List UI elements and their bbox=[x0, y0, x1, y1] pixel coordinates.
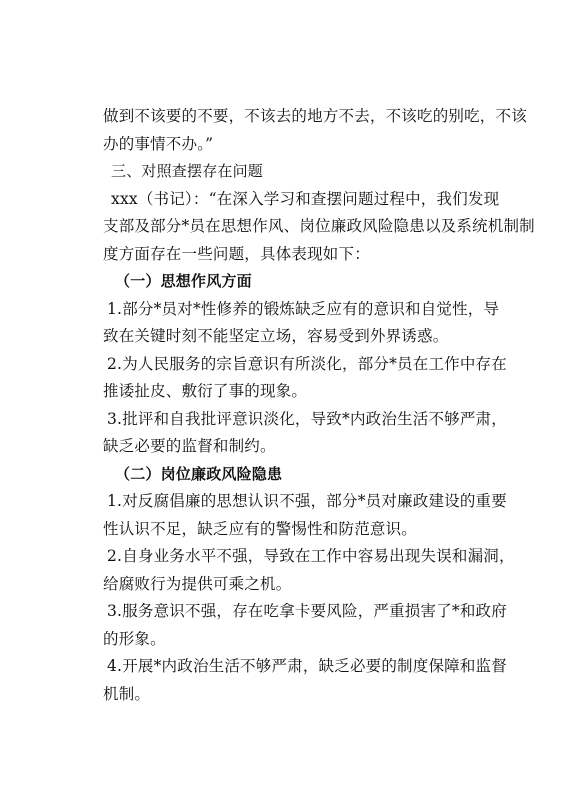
body-line: 2.为人民服务的宗旨意识有所淡化，部分*员在工作中存在 bbox=[107, 354, 507, 373]
subsection-heading: （一）思想作风方面 bbox=[115, 272, 252, 290]
body-line: 推诿扯皮、敷衍了事的现象。 bbox=[103, 382, 308, 400]
body-line: 的形象。 bbox=[103, 629, 166, 648]
section-heading: 三、对照查摆存在问题 bbox=[111, 162, 264, 180]
body-line: 3.服务意识不强，存在吃拿卡要风险，严重损害了*和政府 bbox=[107, 602, 507, 620]
body-line: 1.部分*员对*性修养的锻炼缺乏应有的意识和自觉性，导 bbox=[107, 299, 500, 318]
body-line: 机制。 bbox=[103, 684, 151, 703]
document-body bbox=[103, 103, 535, 708]
body-line: 缺乏必要的监督和制约。 bbox=[103, 437, 276, 455]
body-line: 3.批评和自我批评意识淡化，导致*内政治生活不够严肃， bbox=[107, 409, 507, 428]
body-line: 做到不该要的不要，不该去的地方不去，不该吃的别吃，不该 bbox=[103, 107, 527, 125]
body-line: 办的事情不办。” bbox=[103, 134, 214, 153]
body-line: 度方面存在一些问题，具体表现如下： bbox=[103, 244, 370, 263]
body-line: xxx（书记）：“在深入学习和查摆问题过程中，我们发现 bbox=[111, 189, 500, 208]
body-line: 支部及部分*员在思想作风、岗位廉政风险隐患以及系统机制制 bbox=[103, 217, 535, 235]
body-line: 2.自身业务水平不强，导致在工作中容易出现失误和漏洞， bbox=[107, 547, 515, 565]
body-line: 给腐败行为提供可乘之机。 bbox=[103, 574, 292, 593]
body-line: 性认识不足，缺乏应有的警惕性和防范意识。 bbox=[103, 519, 418, 538]
body-line: 4.开展*内政治生活不够严肃，缺乏必要的制度保障和监督 bbox=[107, 657, 507, 675]
subsection-heading: （二）岗位廉政风险隐患 bbox=[115, 464, 283, 483]
body-line: 1.对反腐倡廉的思想认识不强，部分*员对廉政建设的重要 bbox=[107, 492, 507, 510]
body-line: 致在关键时刻不能坚定立场，容易受到外界诱惑。 bbox=[103, 327, 449, 345]
